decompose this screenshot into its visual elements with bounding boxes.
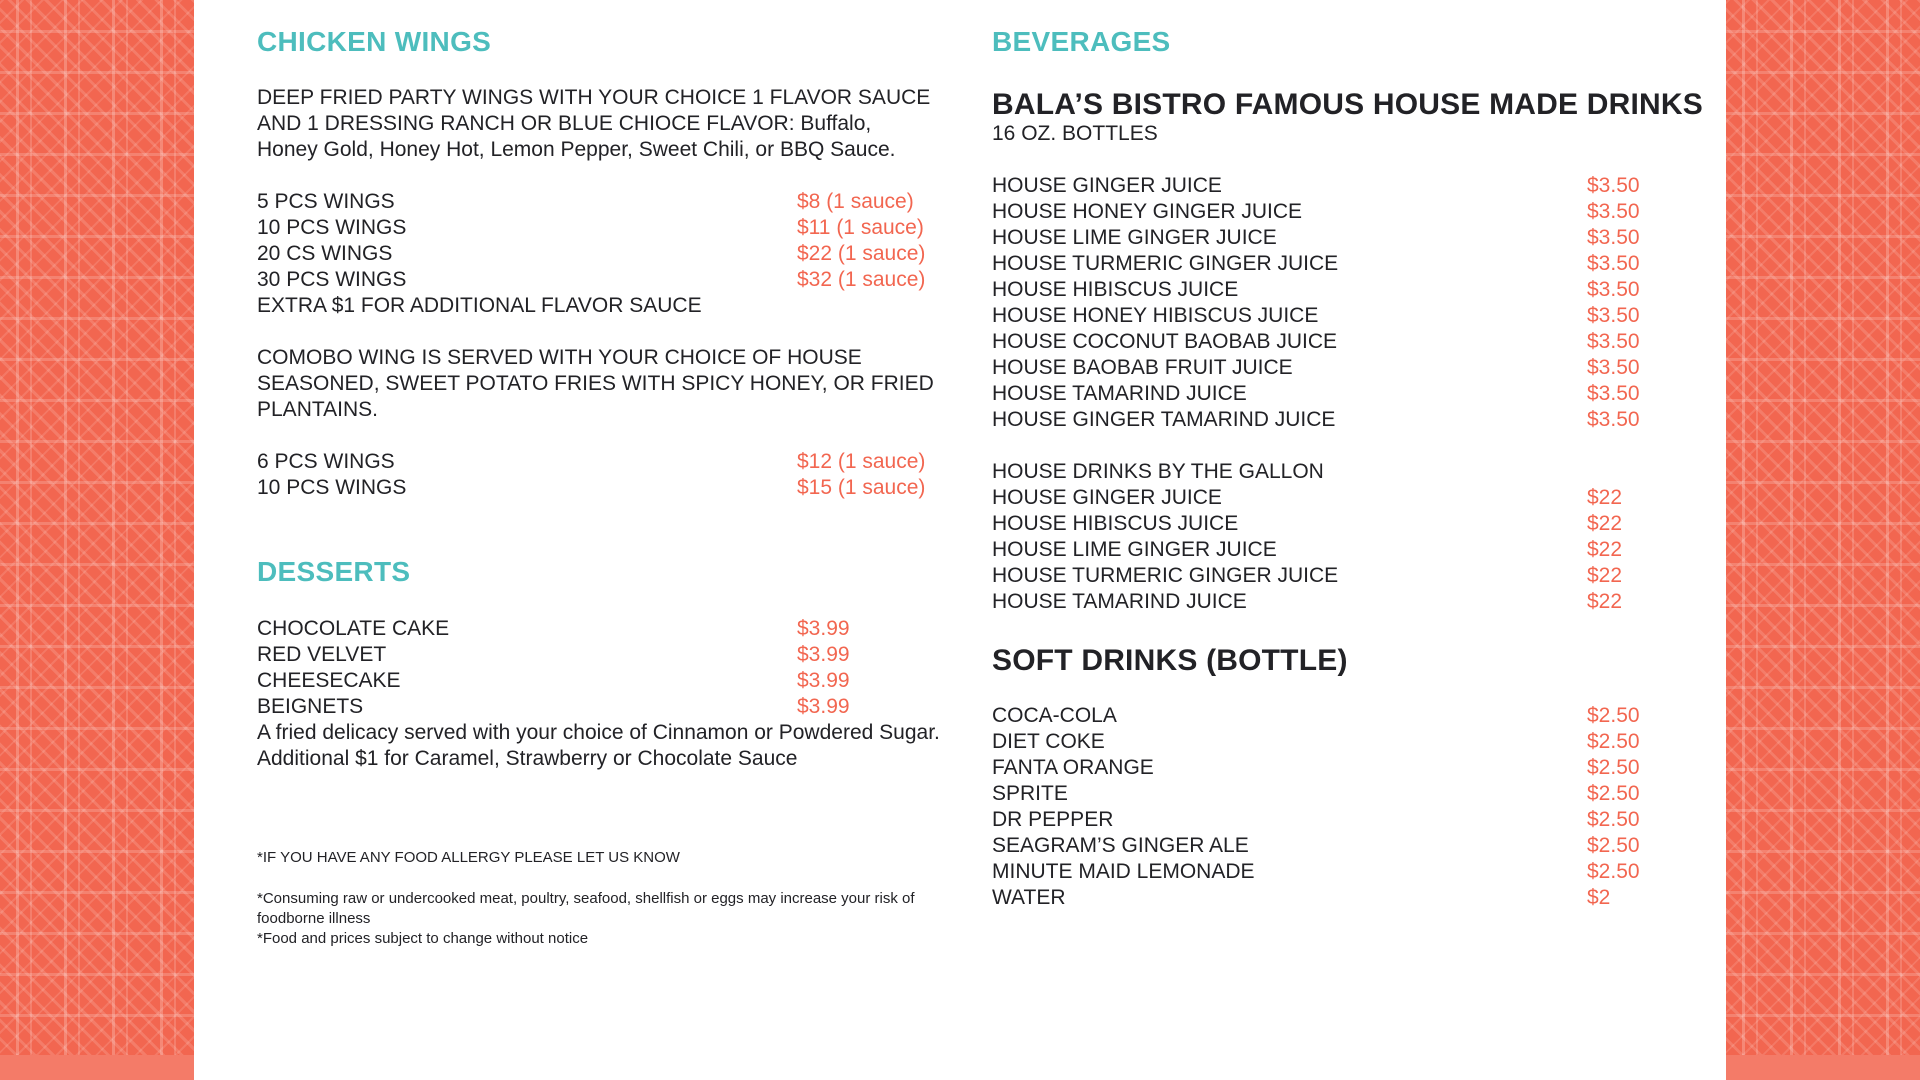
item-name: HOUSE COCONUT BAOBAB JUICE	[992, 330, 1338, 353]
item-name: WATER	[992, 886, 1066, 909]
menu-row	[992, 329, 1662, 355]
item-name: 6 PCS WINGS	[257, 450, 395, 473]
decorative-border-right	[1726, 0, 1920, 1055]
extra-sauce-note: EXTRA $1 FOR ADDITIONAL FLAVOR SAUCE	[257, 294, 702, 317]
item-price: $2.50	[1587, 808, 1640, 831]
item-name: 30 PCS WINGS	[257, 268, 407, 291]
beverages-title: BEVERAGES	[992, 26, 1171, 57]
item-name: SPRITE	[992, 782, 1068, 805]
item-price: $12 (1 sauce)	[797, 450, 926, 473]
item-name: HOUSE GINGER JUICE	[992, 486, 1222, 509]
item-price: $3.50	[1587, 382, 1640, 405]
border-strip-left	[0, 1055, 194, 1080]
menu-row	[992, 885, 1662, 911]
item-name: CHEESECAKE	[257, 669, 401, 692]
menu-row	[992, 173, 1662, 199]
menu-row	[257, 189, 937, 215]
item-name: HOUSE TURMERIC GINGER JUICE	[992, 564, 1339, 587]
item-name: RED VELVET	[257, 643, 387, 666]
item-price: $3.50	[1587, 226, 1640, 249]
menu-row	[992, 859, 1662, 885]
item-name: BEIGNETS	[257, 695, 364, 718]
menu-row	[992, 807, 1662, 833]
item-name: HOUSE HONEY HIBISCUS JUICE	[992, 304, 1319, 327]
menu-row	[992, 511, 1662, 537]
item-name: FANTA ORANGE	[992, 756, 1154, 779]
menu-row	[257, 475, 937, 501]
item-price: $3.99	[797, 669, 850, 692]
menu-row	[257, 694, 937, 720]
menu-row	[992, 833, 1662, 859]
menu-row	[992, 407, 1662, 433]
item-price: $3.99	[797, 695, 850, 718]
allergy-note: *IF YOU HAVE ANY FOOD ALLERGY PLEASE LET US KNOW	[257, 849, 680, 866]
menu-row	[992, 251, 1662, 277]
item-name: DIET COKE	[992, 730, 1105, 753]
decorative-border-left	[0, 0, 194, 1055]
item-name: COCA-COLA	[992, 704, 1117, 727]
item-price: $8 (1 sauce)	[797, 190, 914, 213]
wings-description-caps: DEEP FRIED PARTY WINGS WITH YOUR CHOICE 1 FLAVOR SAUCE AND 1 DRESSING RANCH OR BLUE CHIOCE FLAVOR:	[257, 86, 931, 135]
gallon-drinks-title: HOUSE DRINKS BY THE GALLON	[992, 460, 1324, 483]
item-name: HOUSE TURMERIC GINGER JUICE	[992, 252, 1339, 275]
beignets-sauce-note: Additional $1 for Caramel, Strawberry or Chocolate Sauce	[257, 747, 798, 770]
menu-row	[992, 589, 1662, 615]
item-name: HOUSE GINGER JUICE	[992, 174, 1222, 197]
item-price: $22 (1 sauce)	[797, 242, 926, 265]
item-price: $3.50	[1587, 304, 1640, 327]
item-name: 10 PCS WINGS	[257, 476, 407, 499]
item-price: $3.99	[797, 617, 850, 640]
item-price: $22	[1587, 538, 1623, 561]
menu-row	[257, 668, 937, 694]
menu-row	[992, 755, 1662, 781]
item-name: 20 CS WINGS	[257, 242, 393, 265]
menu-row	[257, 616, 937, 642]
item-name: HOUSE HIBISCUS JUICE	[992, 512, 1239, 535]
item-price: $3.50	[1587, 330, 1640, 353]
desserts-title: DESSERTS	[257, 556, 411, 587]
menu-row	[992, 537, 1662, 563]
item-name: 5 PCS WINGS	[257, 190, 395, 213]
item-name: HOUSE LIME GINGER JUICE	[992, 226, 1277, 249]
item-price: $22	[1587, 512, 1623, 535]
item-name: HOUSE TAMARIND JUICE	[992, 590, 1247, 613]
menu-page	[194, 0, 1726, 1080]
item-name: HOUSE LIME GINGER JUICE	[992, 538, 1277, 561]
item-price: $3.50	[1587, 278, 1640, 301]
menu-row	[257, 241, 937, 267]
menu-row	[992, 225, 1662, 251]
price-change-note: *Food and prices subject to change without notice	[257, 930, 589, 947]
menu-row	[257, 449, 937, 475]
item-name: HOUSE GINGER TAMARIND JUICE	[992, 408, 1336, 431]
chicken-wings-title: CHICKEN WINGS	[257, 26, 492, 57]
menu-row	[992, 729, 1662, 755]
combo-description: COMOBO WING IS SERVED WITH YOUR CHOICE OF HOUSE SEASONED, SWEET POTATO FRIES WITH SPICY HONEY, OR FRIED PLANTAINS.	[257, 346, 934, 421]
menu-row	[992, 563, 1662, 589]
item-price: $2.50	[1587, 834, 1640, 857]
menu-row	[992, 703, 1662, 729]
beignets-note: A fried delicacy served with your choice of Cinnamon or Powdered Sugar.	[257, 721, 940, 744]
item-price: $22	[1587, 590, 1623, 613]
item-price: $22	[1587, 486, 1623, 509]
item-price: $2.50	[1587, 730, 1640, 753]
item-name: DR PEPPER	[992, 808, 1114, 831]
item-price: $3.50	[1587, 408, 1640, 431]
menu-row	[992, 485, 1662, 511]
item-name: MINUTE MAID LEMONADE	[992, 860, 1255, 883]
item-price: $3.50	[1587, 252, 1640, 275]
item-price: $2.50	[1587, 756, 1640, 779]
item-price: $2	[1587, 886, 1611, 909]
menu-row	[992, 381, 1662, 407]
item-name: HOUSE HIBISCUS JUICE	[992, 278, 1239, 301]
item-price: $2.50	[1587, 860, 1640, 883]
item-name: CHOCOLATE CAKE	[257, 617, 450, 640]
item-price: $3.50	[1587, 356, 1640, 379]
house-drinks-title: BALA’S BISTRO FAMOUS HOUSE MADE DRINKS	[992, 88, 1703, 121]
menu-row	[257, 215, 937, 241]
item-price: $32 (1 sauce)	[797, 268, 926, 291]
item-price: $2.50	[1587, 704, 1640, 727]
border-strip-right	[1726, 1055, 1920, 1080]
item-price: $15 (1 sauce)	[797, 476, 926, 499]
item-price: $3.50	[1587, 174, 1640, 197]
menu-row	[992, 355, 1662, 381]
wings-description	[257, 85, 937, 163]
item-price: $11 (1 sauce)	[797, 216, 924, 239]
wings-description-flavors: Buffalo, Honey Gold, Honey Hot, Lemon Pepper, Sweet Chili, or BBQ Sauce.	[257, 112, 896, 161]
item-name: HOUSE HONEY GINGER JUICE	[992, 200, 1302, 223]
item-name: HOUSE BAOBAB FRUIT JUICE	[992, 356, 1293, 379]
raw-food-warning: *Consuming raw or undercooked meat, poultry, seafood, shellfish or eggs may increase your risk of foodborne illness	[257, 890, 915, 927]
item-price: $3.50	[1587, 200, 1640, 223]
menu-row	[257, 642, 937, 668]
soft-drinks-title: SOFT DRINKS (BOTTLE)	[992, 644, 1348, 677]
item-price: $22	[1587, 564, 1623, 587]
menu-row	[992, 781, 1662, 807]
house-drinks-subtitle: 16 OZ. BOTTLES	[992, 122, 1158, 145]
item-name: HOUSE TAMARIND JUICE	[992, 382, 1247, 405]
menu-row	[992, 199, 1662, 225]
item-name: SEAGRAM’S GINGER ALE	[992, 834, 1249, 857]
item-name: 10 PCS WINGS	[257, 216, 407, 239]
menu-row	[992, 303, 1662, 329]
menu-row	[992, 277, 1662, 303]
menu-row	[257, 267, 937, 293]
item-price: $2.50	[1587, 782, 1640, 805]
item-price: $3.99	[797, 643, 850, 666]
